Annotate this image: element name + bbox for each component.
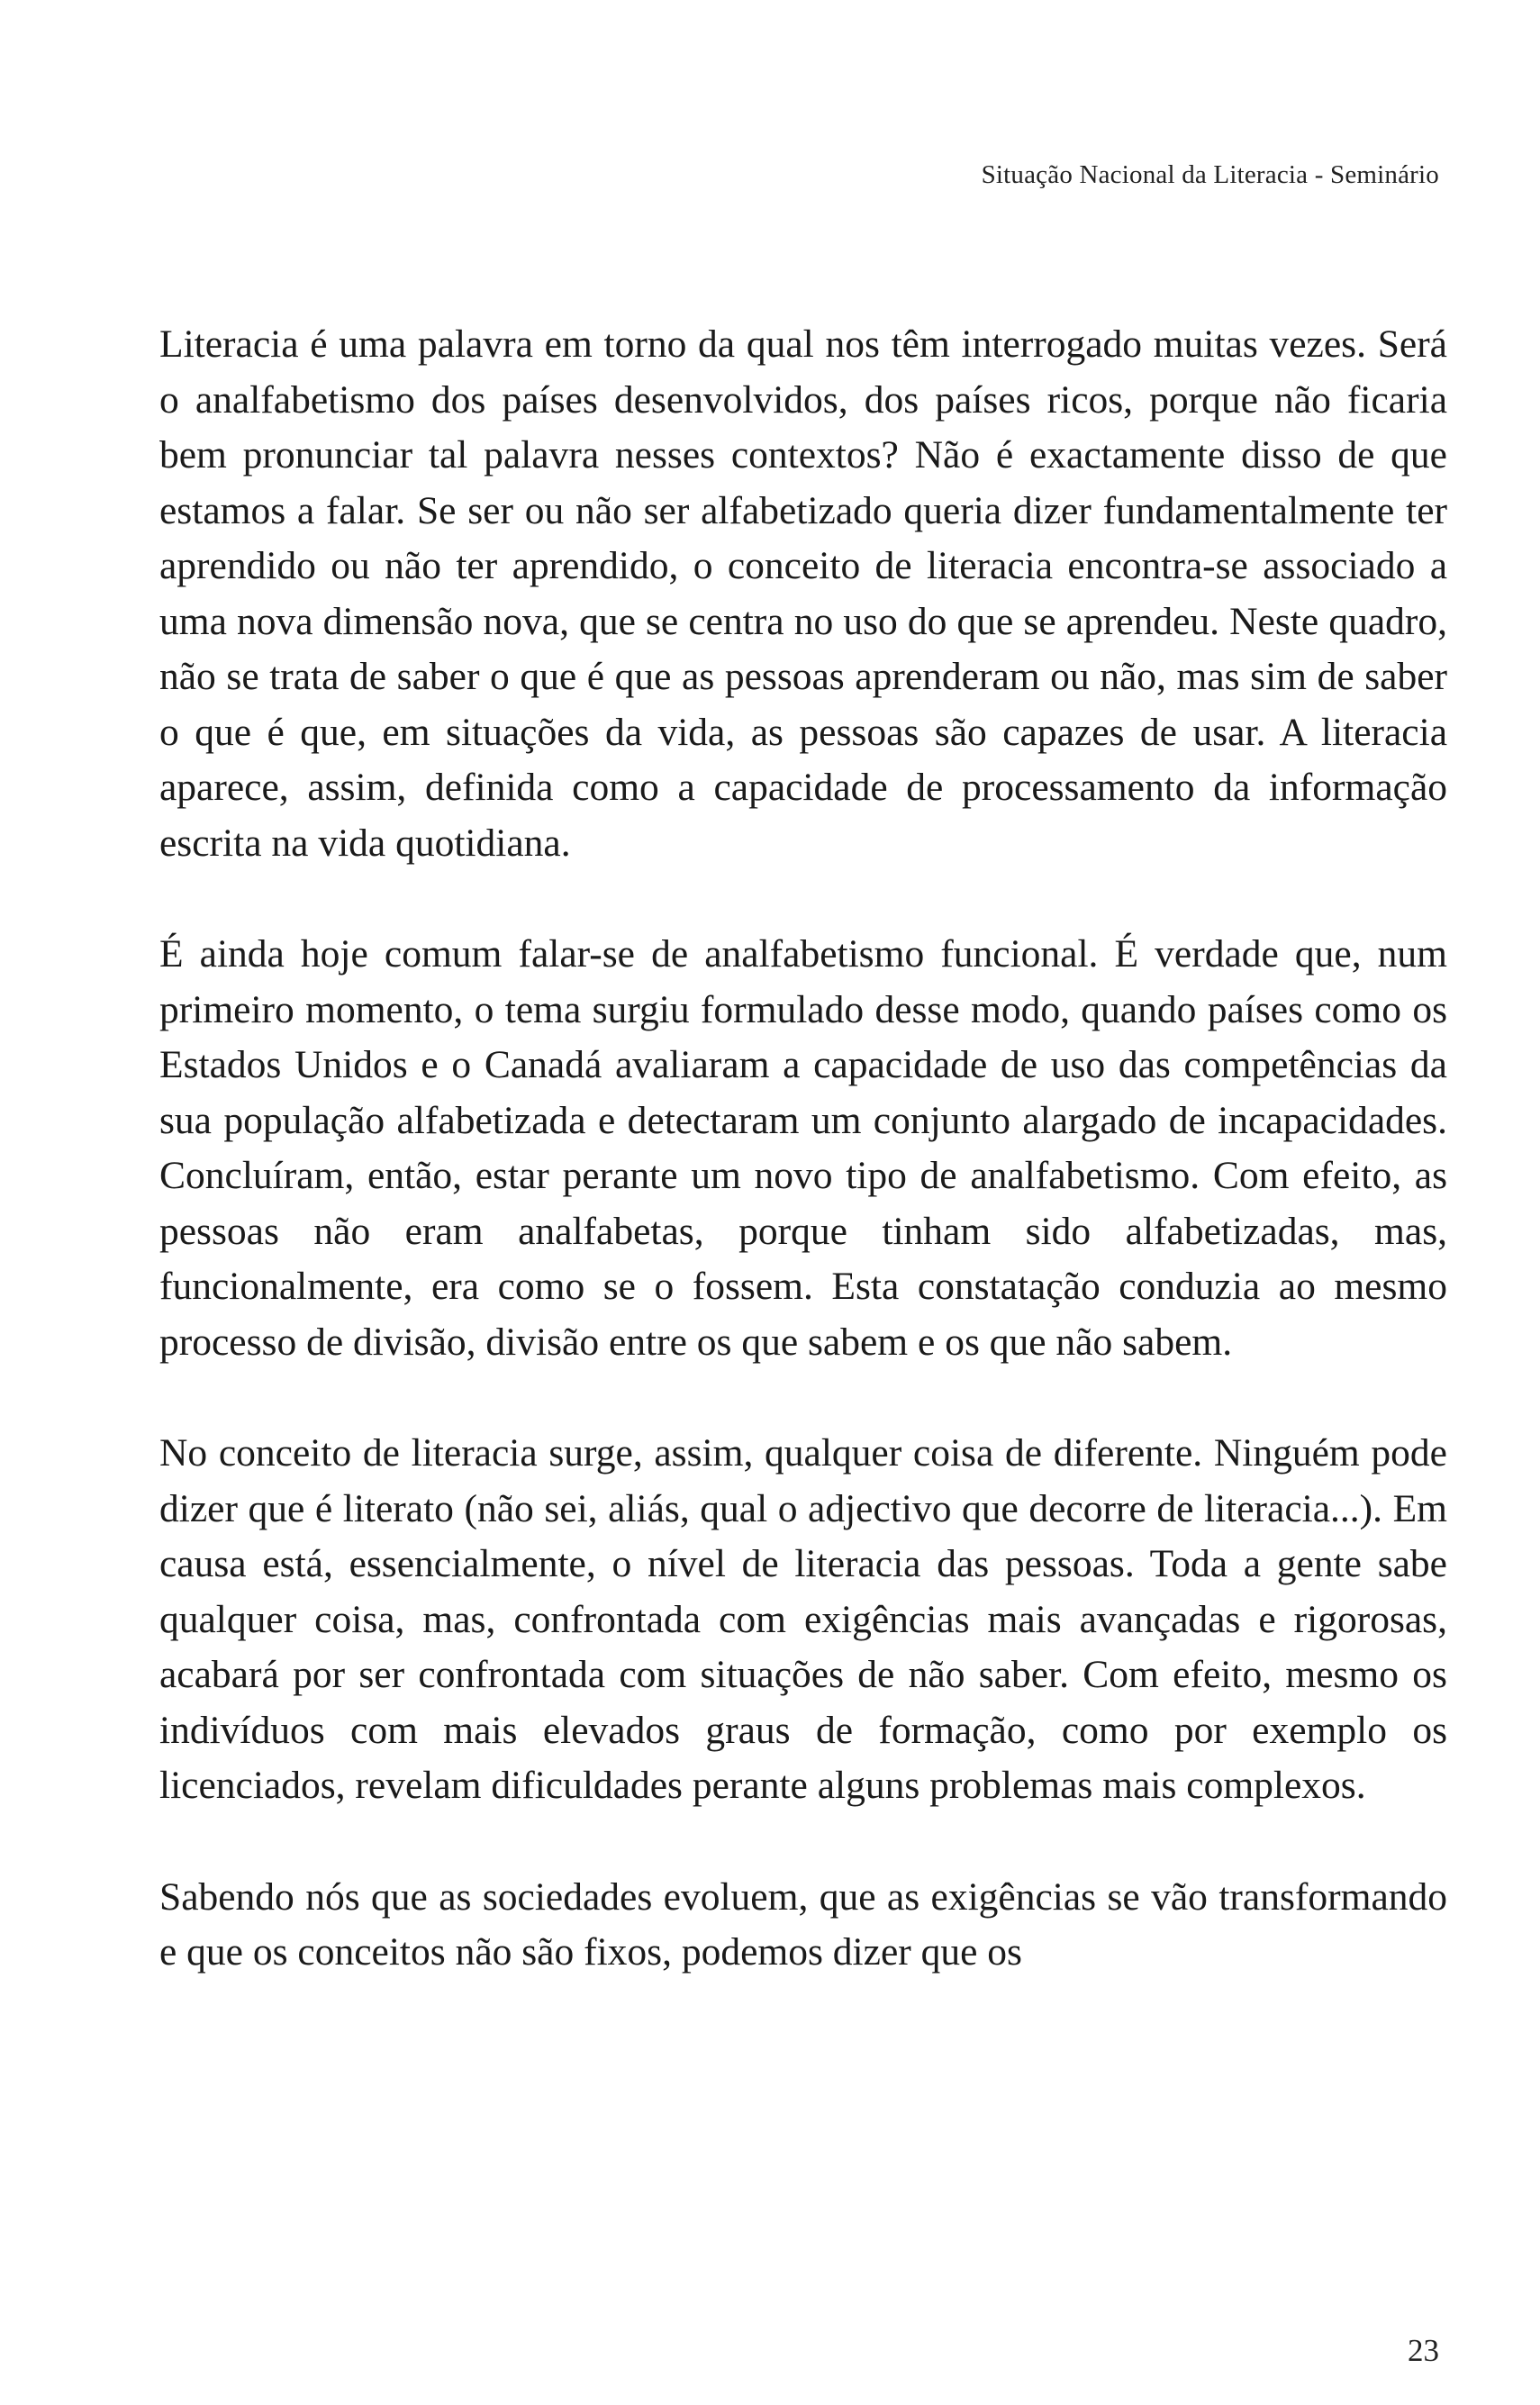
body-text	[159, 317, 1447, 1981]
paragraph-3: No conceito de literacia surge, assim, qualquer coisa de diferente. Ninguém pode dizer que é literato (não sei, aliás, qual o adjectivo que decorre de literacia...). Em causa está, essencialmente, o nível de literacia das pessoas. Toda a gente sabe qualquer coisa, mas, confrontada com exigências mais avançadas e rigorosas, acabará por ser confrontada com situações de não saber. Com efeito, mesmo os indivíduos com mais elevados graus de formação, como por exemplo os licenciados, revelam dificuldades perante alguns problemas mais complexos.	[159, 1431, 1447, 1807]
paragraph-1: Literacia é uma palavra em torno da qual nos têm interrogado muitas vezes. Será o analfabetismo dos países desenvolvidos, dos países ricos, porque não ficaria bem pronunciar tal palavra nesses contextos? Não é exactamente disso de que estamos a falar. Se ser ou não ser alfabetizado queria dizer fundamentalmente ter aprendido ou não ter aprendido, o conceito de literacia encontra-se associado a uma nova dimensão nova, que se centra no uso do que se aprendeu. Neste quadro, não se trata de saber o que é que as pessoas aprenderam ou não, mas sim de saber o que é que, em situações da vida, as pessoas são capazes de usar. A literacia aparece, assim, definida como a capacidade de processamento da informação escrita na vida quotidiana.	[159, 322, 1447, 865]
paragraph-2: É ainda hoje comum falar-se de analfabetismo funcional. É verdade que, num primeiro momento, o tema surgiu formulado desse modo, quando países como os Estados Unidos e o Canadá avaliaram a capacidade de uso das competências da sua população alfabetizada e detectaram um conjunto alargado de incapacidades. Concluíram, então, estar perante um novo tipo de analfabetismo. Com efeito, as pessoas não eram analfabetas, porque tinham sido alfabetizadas, mas, funcionalmente, era como se o fossem. Esta constatação conduzia ao mesmo processo de divisão, divisão entre os que sabem e os que não sabem.	[159, 932, 1447, 1364]
running-header: Situação Nacional da Literacia - Seminário	[981, 160, 1439, 189]
page-number: 23	[1408, 2333, 1439, 2368]
paragraph-4: Sabendo nós que as sociedades evoluem, que as exigências se vão transformando e que os conceitos não são fixos, podemos dizer que os	[159, 1874, 1447, 1974]
